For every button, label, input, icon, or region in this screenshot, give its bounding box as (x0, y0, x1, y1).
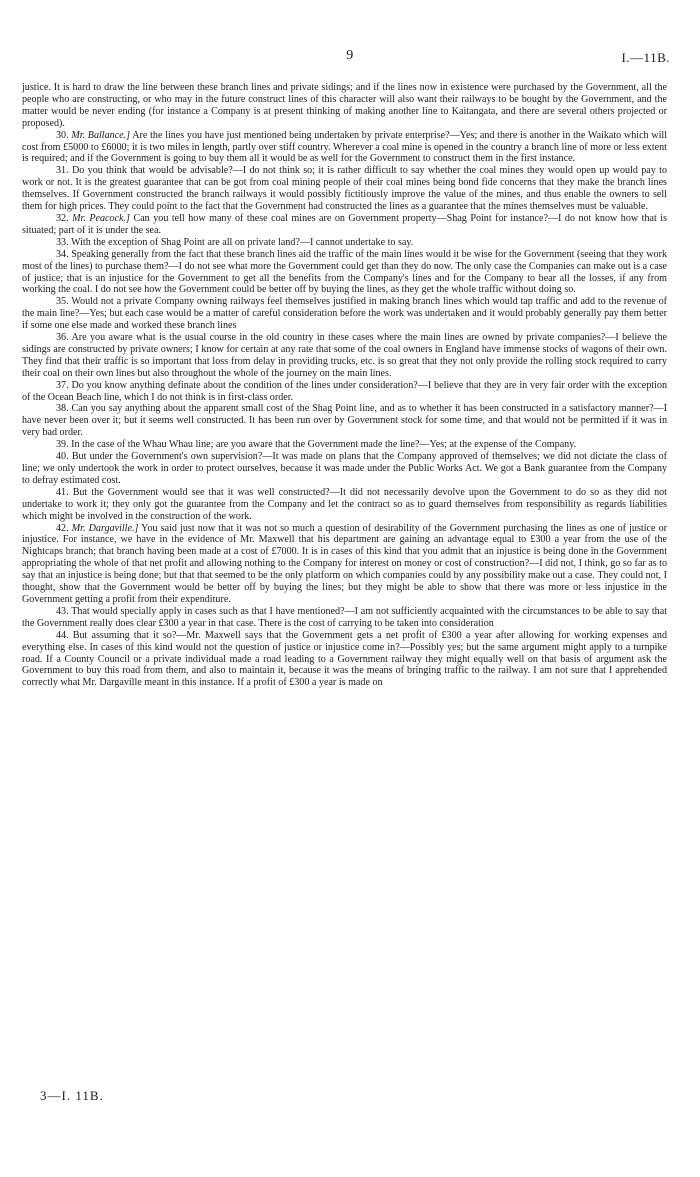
speaker-label: Mr. Dargaville.] (71, 522, 139, 534)
paragraph-40: 40. But under the Government's own supervision?—It was made on plans that the Company approved of themselves; we did not dictate the class of line; we only undertook the work in order to protect ourselves, because it was made under the Public Works Act. We got a Bank guarantee from the Company to defray estimated cost. (22, 451, 667, 486)
paragraph-37: 37. Do you know anything definate about the condition of the lines under consideration?—I believe that they are in very fair order with the exception of the Ocean Beach line, which I do not think is in first-class order. (22, 379, 667, 403)
speaker-label: Mr. Peacock.] (72, 212, 130, 224)
paragraph-31: 31. Do you think that would be advisable?—I do not think so; it is rather difficult to say whether the coal mines they would open up would pay to work or not. It is the greatest guarantee that can be got from coal mining people of their coal mines being bond fide concerns that they make the branch lines themselves. If Government constructed the branch railways it would possibly fictitiously improve the value of the mines, and thus enable the owners to sell them for high prices. They could point to the fact that the Government had constructed the lines as a guarantee that the mines themselves must be valuable. (22, 165, 667, 213)
paragraph-cont: justice. It is hard to draw the line between these branch lines and private sidings; and if the lines now in existence were purchased by the Government, all the people who are constructing, or who may in the future construct lines of this character will also want their railways to be bought by the Government, and the matter would be never ending (for instance a Company is at present thinking of making another line to Kaitangata, and there are several others projected or proposed). (22, 82, 667, 129)
paragraph-33: 33. With the exception of Shag Point are all on private land?—I cannot undertake to say. (56, 236, 414, 248)
paragraph-36: 36. Are you aware what is the usual course in the old country in these cases where the main lines are owned by private companies?—I believe the sidings are constructed by private owners; I know for certain at any rate that some of the coal owners in England have immense stocks of wagons of their own. They find that their traffic is so important that loss from delay in providing trucks, etc. is so great that they not only provide the rolling stock required to carry their coal on their own lines but also throughout the whole of the journey on the main lines. (22, 332, 667, 379)
paragraph-32: 32. Mr. Peacock.] Can you tell how many of these coal mines are on Government property—Shag Point for instance?—I do not know how that is situated; part of it is under the sea. (22, 212, 667, 236)
signature-mark: 3—I. 11B. (40, 1088, 104, 1103)
paragraph-43: 43. That would specially apply in cases such as that I have mentioned?—I am not sufficiently acquainted with the circumstances to be able to say that the Government really does clear £300 a year in that case. There is the cost of carrying to be taken into consideration (22, 605, 668, 629)
paragraph-35: 35. Would not a private Company owning railways feel themselves justified in making branch lines which would tap traffic and add to the revenue of the main line?—Yes; but each case would be a matter of careful consideration before the work was undertaken and it would probably generally pay them better if some one else made and worked these branch lines (22, 296, 667, 332)
document-reference: I.—11B. (621, 50, 670, 65)
document-body (22, 82, 667, 689)
paragraph-38: 38. Can you say anything about the apparent small cost of the Shag Point line, and as to whether it has been constructed in a satisfactory manner?—I have never been over it; but it seems well constructed. It has been run over by Government stock for some time, and that would not be permitted if it was in very bad order. (22, 403, 668, 439)
speaker-label: Mr. Ballance.] (71, 129, 131, 141)
paragraph-44: 44. But assuming that it so?—Mr. Maxwell says that the Government gets a net profit of £300 a year after allowing for working expenses and everything else. In cases of this kind would not the question of justice or injustice come in?—Possibly yes; but the same argument might apply to a turnpike road. If a County Council or a private individual made a road leading to a Government railway they might equally well on that basis of argument ask the Government to buy this road from them, and also to maintain it, because it was the means of bringing traffic to the railway. I am not sure that I apprehended correctly what Mr. Dargaville meant in this instance. If a profit of £300 a year is made on (22, 629, 667, 689)
paragraph-41: 41. But the Government would see that it was well constructed?—It did not necessarily devolve upon the Government to do so as they did not undertake to work it; they only got the guarantee from the Company and let the contract so as to guard themselves from responsibility as regards liabilities which might be involved in the construction of the work. (22, 486, 667, 522)
page-number: 9 (346, 48, 354, 63)
paragraph-34: 34. Speaking generally from the fact that these branch lines aid the traffic of the main lines would it be wise for the Government (seeing that they work most of the lines) to purchase them?—I do not see what more the Government could get than they do now. The only case the Companies can make out is a case of justice; that is an injustice for the Government to get all the benefits from the Company's lines and for the Company to bear all the losses, if any from working the coal. I do not see how the Government could be better off by buying the lines, as they get the whole traffic without doing so. (22, 248, 667, 296)
paragraph-30: 30. Mr. Ballance.] Are the lines you have just mentioned being undertaken by private enterprise?—Yes; and there is another in the Waikato which will cost from £5000 to £6000; it is two miles in length, partly over stiff country. Wherever a coal mine is opened in the country a branch line of more or less extent is required; and if the Government is going to buy them all it would be as well for the Government to construct them in the first instance. (22, 129, 668, 165)
paragraph-39: 39. In the case of the Whau Whau line; are you aware that the Government made the line?—Yes; at the expense of the Company. (56, 439, 577, 451)
paragraph-42: 42. Mr. Dargaville.] You said just now that it was not so much a question of desirability of the Government purchasing the lines as one of justice or injustice. For instance, we have in the evidence of Mr. Maxwell that his department are gaining an advantage equal to £300 a year from the use of the Nightcaps branch; that branch having been made at a cost of £7000. It is in cases of this kind that you admit that an injustice is being done in the Government appropriating the whole of that net profit and allowing nothing to the Company for interest on money or cost of construction?—I did not, I think, go so far as to say that an injustice is being done; but that that seemed to be the only platform on which companies could by any possibility make out a case. They could not, I thought, show that the Government would be better off by buying the lines; but they might be able to show that there was more or less injustice in the Government getting a profit from their expenditure. (22, 522, 667, 605)
